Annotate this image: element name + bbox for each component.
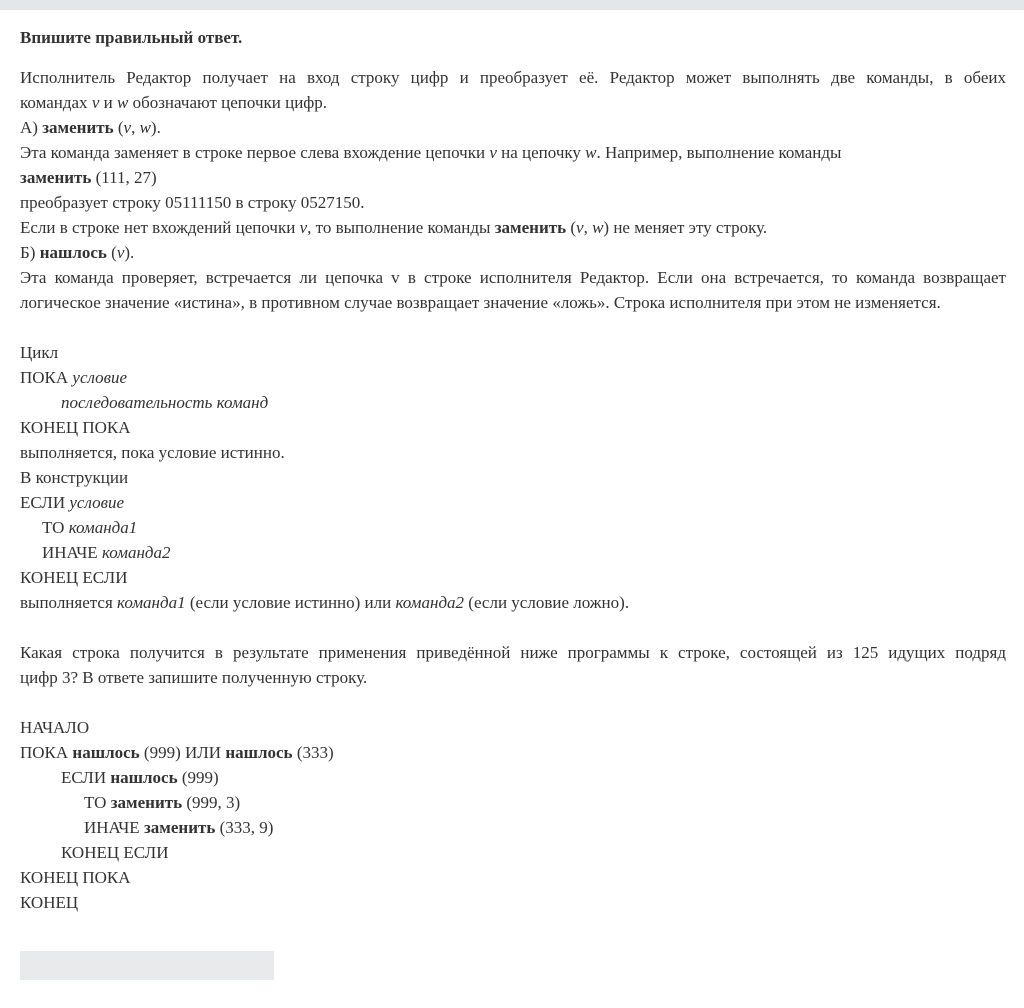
found-description-1: Эта команда проверяет, встречается ли цепочка v в строке исполнителя Редактор. Если она встречается, то команда возвращает: [20, 268, 1006, 287]
if-syntax: ЕСЛИ условие: [20, 493, 124, 512]
answer-input[interactable]: [20, 951, 274, 980]
program-if: ЕСЛИ нашлось (999): [61, 768, 219, 787]
then-syntax: ТО команда1: [42, 518, 138, 537]
program-end: КОНЕЦ: [20, 893, 79, 912]
while-body-syntax: последовательность команд: [61, 393, 269, 412]
program-listing: [20, 715, 1006, 915]
replace-example-result: преобразует строку 05111150 в строку 0527150.: [20, 193, 365, 212]
question-line-1: Какая строка получится в результате применения приведённой ниже программы к строке, состоящей из 125 идущих подряд: [20, 643, 1006, 662]
end-if-syntax: КОНЕЦ ЕСЛИ: [20, 568, 128, 587]
command-b-title: Б) нашлось (v).: [20, 243, 135, 262]
top-strip: [0, 0, 1024, 10]
program-while: ПОКА нашлось (999) ИЛИ нашлось (333): [20, 743, 334, 762]
program-else: ИНАЧЕ заменить (333, 9): [84, 818, 274, 837]
replace-description: Эта команда заменяет в строке первое слева вхождение цепочки v на цепочку w. Например, выполнение команды: [20, 143, 842, 162]
no-entry-note: Если в строке нет вхождений цепочки v, то выполнение команды заменить (v, w) не меняет эту строку.: [20, 218, 768, 237]
task-content: [20, 25, 1006, 915]
program-begin: НАЧАЛО: [20, 718, 90, 737]
if-note: выполняется команда1 (если условие истинно) или команда2 (если условие ложно).: [20, 593, 630, 612]
task-heading: Впишите правильный ответ.: [20, 28, 243, 47]
while-syntax: ПОКА условие: [20, 368, 128, 387]
in-construct-label: В конструкции: [20, 468, 129, 487]
intro-line-1: Исполнитель Редактор получает на вход строку цифр и преобразует её. Редактор может выполнять две команды, в обеих: [20, 68, 1006, 87]
while-note: выполняется, пока условие истинно.: [20, 443, 285, 462]
question-line-2: цифр 3? В ответе запишите полученную строку.: [20, 668, 368, 687]
command-a-title: А) заменить (v, w).: [20, 118, 161, 137]
found-description-2: логическое значение «истина», в противном случае возвращает значение «ложь». Строка исполнителя при этом не изменяется.: [20, 293, 941, 312]
program-then: ТО заменить (999, 3): [84, 793, 241, 812]
cycle-label: Цикл: [20, 343, 59, 362]
replace-example: заменить (111, 27): [20, 168, 157, 187]
program-end-while: КОНЕЦ ПОКА: [20, 868, 131, 887]
program-end-if: КОНЕЦ ЕСЛИ: [61, 843, 169, 862]
intro-line-2: командах v и w обозначают цепочки цифр.: [20, 93, 328, 112]
end-while-syntax: КОНЕЦ ПОКА: [20, 418, 131, 437]
else-syntax: ИНАЧЕ команда2: [42, 543, 171, 562]
